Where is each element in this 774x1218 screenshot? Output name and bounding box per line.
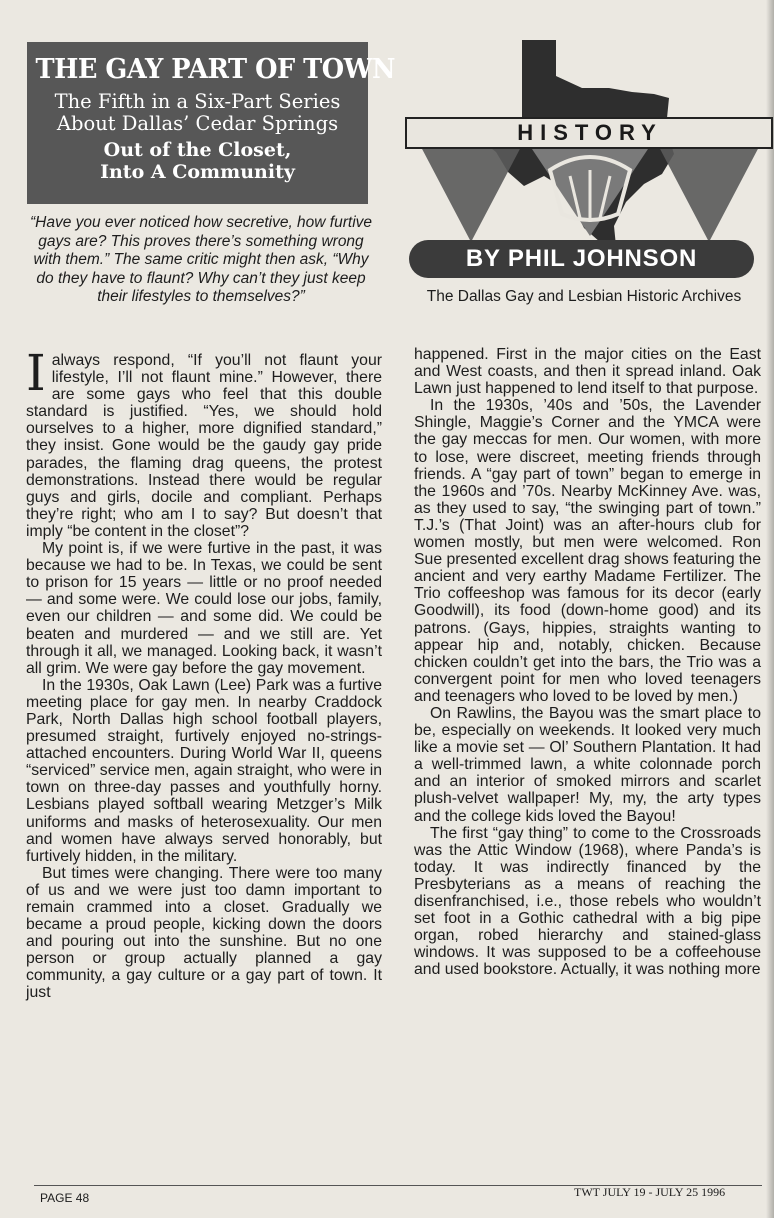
paragraph: My point is, if we were furtive in the past, it was because we had to be. In Texas, we could be sent to prison for 15 years — little or no proof needed — and some were. We could lose our jobs, family, even our children — and some did. We could be beaten and murdered — and we still are. Yet through it all, we managed. Looking back, it wasn’t all grim. We were gay before the gay movement. [26, 540, 382, 677]
article-title: THE GAY PART OF TOWN [35, 54, 395, 85]
paragraph: The first “gay thing” to come to the Crossroads was the Attic Window (1968), where Panda’s is today. It was indirectly financed by the Presbyterians as a means of reaching the disenfranchised, i.e., those rebels who wouldn’t set foot in a Gothic cathedral with a big pipe organ, robed hierarchy and stained-glass windows. It was supposed to be a coffeehouse and used bookstore. Actually, it was nothing more [414, 824, 761, 979]
affiliation: The Dallas Gay and Lesbian Historic Archives [426, 288, 742, 305]
subtitle-line-1: Out of the Closet, [103, 139, 292, 161]
paragraph: On Rawlins, the Bayou was the smart place to be, especially on weekends. It looked very much like a movie set — Ol’ Southern Plantation. It had a well-trimmed lawn, a white colonnade porch and an interior of smoked mirrors and scarlet plush-velvet wallpaper! My, my, the arty types and the college kids loved the Bayou! [414, 704, 761, 825]
left-column [26, 344, 382, 1002]
page-number: PAGE 48 [40, 1191, 90, 1205]
paragraph: In the 1930s, ’40s and ’50s, the Lavender Shingle, Maggie’s Corner and the YMCA were the gay meccas for men. Our women, with more to lose, were discreet, meeting friends through friends. A “gay part of town” began to emerge in the 1960s and ’70s. Nearby McKinney Ave. was, as they used to say, “the swinging part of town.” T.J.’s (That Joint) was an after-hours club for women mostly, but men were welcomed. Ron Sue presented excellent drag shows featuring the ancient and very earthy Madame Fertilizer. The Trio coffeeshop was famous for its decor (early Goodwill), its food (down-home good) and its patrons. (Gays, hippies, straights wanting to appear hip and, notably, chicken. Because chicken couldn’t get into the bars, the Trio was a convergent point for men who loved teenagers and teenagers who loved to be loved by men.) [414, 397, 761, 705]
series-line-1: The Fifth in a Six-Part Series [54, 90, 341, 113]
issue-date: TWT JULY 19 - JULY 25 1996 [574, 1185, 726, 1199]
paragraph [26, 344, 382, 540]
drop-cap: I [26, 344, 46, 402]
byline-bar: BY PHIL JOHNSON [409, 240, 754, 278]
history-label: HISTORY [517, 120, 663, 145]
paragraph: happened. First in the major cities on the East and West coasts, and then it spread inland. Oak Lawn just happened to lend itself to that purpose. [414, 346, 761, 398]
right-column [414, 346, 761, 978]
series-line-2: About Dallas’ Cedar Springs [56, 112, 339, 135]
intro-quote: “Have you ever noticed how secretive, how furtive gays are? This proves there’s something wrong with them.” The same critic might then ask, “Why do they have to flaunt? Why can’t they just keep their lifestyles to themselves?” [29, 214, 373, 305]
paragraph: In the 1930s, Oak Lawn (Lee) Park was a furtive meeting place for gay men. In nearby Craddock Park, North Dallas high school football players, presumed straight, furtively enjoyed no-strings-attached encounters. During World War II, queens “serviced” service men, again straight, who were in town on three-day passes and youthfully horny. Lesbians played softball wearing Metzger’s Milk uniforms and masks of heterosexuality. Our men and women have always served honorably, but furtively hidden, in the military. [26, 676, 382, 865]
paragraph: But times were changing. There were too many of us and we were just too damn important to remain crammed into a closet. Gradually we became a proud people, kicking down the doors and pouring out into the sunshine. But no one person or group actually planned a gay community, a gay culture or a gay part of town. It just [26, 864, 382, 1002]
paragraph-text: always respond, “If you’ll not flaunt your lifestyle, I’ll not flaunt mine.” However, there are some gays who feel that this double standard is justified. “Yes, we should hold ourselves to a higher, more dignified standard,” they insist. Gone would be the gaudy gay pride parades, the flaming drag queens, the protest demonstrations. Instead there would be regular guys and girls, docile and compliant. Perhaps they’re right; who am I to say? But doesn’t that imply “be content in the closet”? [26, 352, 382, 540]
history-logo [404, 36, 774, 254]
title-box [27, 42, 395, 204]
subtitle-line-2: Into A Community [100, 161, 295, 183]
